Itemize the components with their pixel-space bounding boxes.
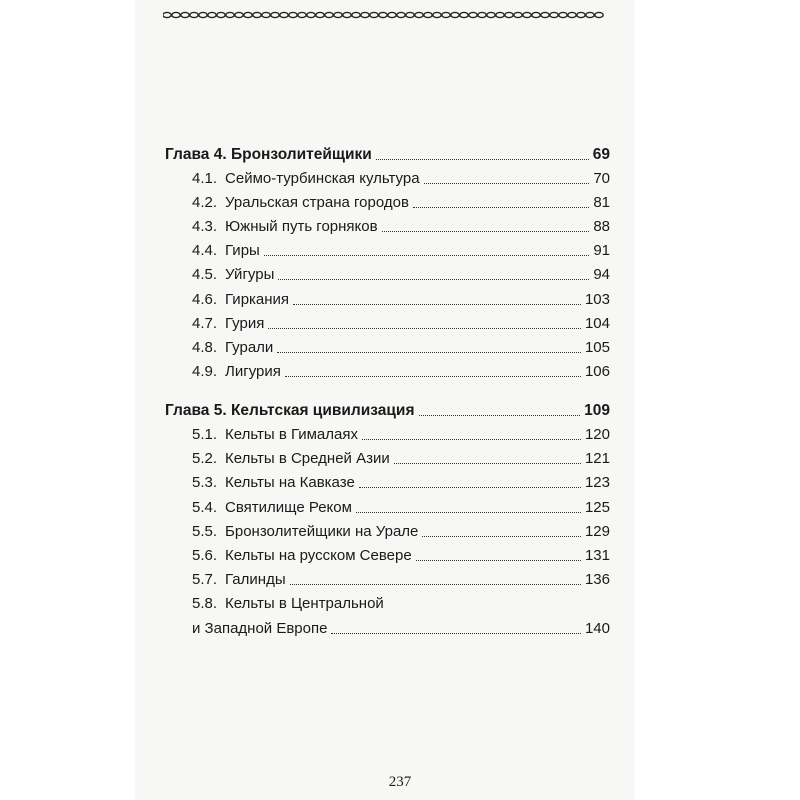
section-page: 121 (584, 450, 610, 467)
page-number: 237 (388, 774, 412, 790)
toc-section (192, 287, 610, 309)
leader-dots (285, 376, 581, 377)
section-number: 4.2. (192, 194, 218, 211)
section-number: 5.6. (192, 547, 218, 564)
toc-section (192, 166, 610, 188)
leader-dots (356, 512, 581, 513)
leader-dots (268, 328, 581, 329)
toc-section (192, 470, 610, 492)
section-page: 70 (593, 170, 610, 187)
section-number: 5.4. (192, 499, 218, 516)
section-page: 140 (584, 620, 610, 637)
section-page: 106 (584, 363, 610, 380)
section-page: 94 (593, 266, 610, 283)
toc-section (192, 335, 610, 357)
section-page: 120 (584, 426, 610, 443)
section-page: 136 (584, 571, 610, 588)
decorative-border-ornament (163, 8, 607, 22)
section-number: 4.3. (192, 218, 218, 235)
toc-section (192, 190, 610, 212)
leader-dots (278, 279, 589, 280)
section-title: Кельты на Кавказе (225, 474, 355, 491)
section-number: 4.5. (192, 266, 218, 283)
section-number: 4.7. (192, 315, 218, 332)
toc-section (192, 422, 610, 444)
section-page: 91 (593, 242, 610, 259)
leader-dots (422, 536, 581, 537)
section-title: Гурия (225, 315, 265, 332)
leader-dots (277, 352, 581, 353)
section-title: Кельты в Центральной (225, 595, 384, 612)
toc-section (192, 214, 610, 236)
leader-dots (362, 439, 581, 440)
leader-dots (264, 255, 589, 256)
toc-chapter-5 (165, 398, 610, 420)
section-title-continuation: и Западной Европе (192, 620, 328, 637)
section-title: Святилище Реком (225, 499, 352, 516)
leader-dots (424, 183, 590, 184)
section-title: Гиры (225, 242, 260, 259)
leader-dots (419, 415, 581, 416)
section-number: 4.4. (192, 242, 218, 259)
section-title: Уральская страна городов (225, 194, 409, 211)
section-page: 81 (593, 194, 610, 211)
section-title: Гиркания (225, 291, 290, 308)
toc-section (192, 359, 610, 381)
toc-section-first-line (192, 595, 384, 613)
toc-section (192, 446, 610, 468)
section-number: 4.6. (192, 291, 218, 308)
chapter-title: Глава 5. Кельтская цивилизация (165, 402, 415, 419)
leader-dots (331, 633, 581, 634)
section-title: Бронзолитейщики на Урале (225, 523, 419, 540)
section-page: 88 (593, 218, 610, 235)
section-title: Южный путь горняков (225, 218, 378, 235)
section-number: 5.7. (192, 571, 218, 588)
section-number: 4.1. (192, 170, 218, 187)
section-page: 104 (584, 315, 610, 332)
toc-section (192, 262, 610, 284)
section-title: Гурали (225, 339, 274, 356)
section-page: 125 (584, 499, 610, 516)
section-number: 5.1. (192, 426, 218, 443)
section-page: 103 (584, 291, 610, 308)
leader-dots (413, 207, 589, 208)
section-page: 131 (584, 547, 610, 564)
section-title: Уйгуры (225, 266, 275, 283)
leader-dots (416, 560, 581, 561)
leader-dots (382, 231, 590, 232)
section-number: 5.8. (192, 595, 218, 612)
leader-dots (290, 584, 581, 585)
toc-section (192, 495, 610, 517)
leader-dots (359, 487, 581, 488)
toc-section (192, 567, 610, 589)
section-title: Галинды (225, 571, 286, 588)
section-page: 129 (584, 523, 610, 540)
section-title: Кельты на русском Севере (225, 547, 412, 564)
toc-section (192, 616, 610, 638)
section-number: 4.9. (192, 363, 218, 380)
section-title: Сеймо-турбинская культура (225, 170, 420, 187)
section-title: Кельты в Средней Азии (225, 450, 390, 467)
chapter-page: 69 (592, 146, 610, 163)
section-number: 4.8. (192, 339, 218, 356)
section-number: 5.2. (192, 450, 218, 467)
section-title: Кельты в Гималаях (225, 426, 358, 443)
leader-dots (376, 159, 589, 160)
section-number: 5.3. (192, 474, 218, 491)
leader-dots (293, 304, 581, 305)
toc-section (192, 543, 610, 565)
toc-section (192, 519, 610, 541)
toc-section (192, 311, 610, 333)
section-page: 123 (584, 474, 610, 491)
section-number: 5.5. (192, 523, 218, 540)
chapter-page: 109 (584, 402, 610, 419)
chapter-title: Глава 4. Бронзолитейщики (165, 146, 372, 163)
toc-section (192, 238, 610, 260)
section-title: Лигурия (225, 363, 281, 380)
toc-chapter-4 (165, 142, 610, 164)
section-page: 105 (584, 339, 610, 356)
leader-dots (394, 463, 581, 464)
